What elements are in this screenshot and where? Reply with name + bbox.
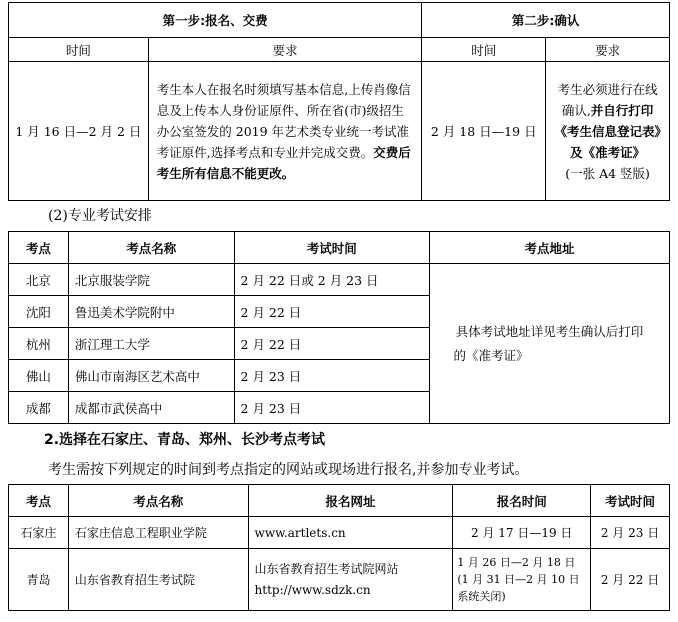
step1-requirement-text: 考生本人在报名时须填写基本信息,上传肖像信息及上传本人身份证原件、所在省(市)级招生办公室签发的 2019 年艺术类专业统一考试准考证原件,选择考点和专业并完成交费。	[156, 81, 411, 160]
section-2-heading: (2)专业考试安排	[48, 208, 152, 224]
table-row-city: 石家庄	[9, 517, 69, 549]
table-row-exam-time: 2 月 23 日	[234, 392, 430, 424]
registration-time-line: (1 月 31 日—2 月 10 日	[457, 573, 580, 586]
table-row-registration-time	[453, 549, 591, 611]
header-exam-time: 考试时间	[591, 485, 670, 517]
header-site-address: 考点地址	[430, 232, 670, 264]
header-exam-site: 考点	[9, 232, 69, 264]
col-header-requirement-2: 要求	[546, 38, 670, 62]
address-note-line2: 的《准考证》	[453, 347, 529, 363]
header-exam-site: 考点	[9, 485, 69, 517]
col-header-time-2: 时间	[422, 38, 546, 62]
table-row-exam-time: 2 月 22 日	[234, 296, 430, 328]
table-row-exam-time: 2 月 22 日	[234, 328, 430, 360]
table-row-city: 成都	[9, 392, 69, 424]
table-row-exam-time: 2 月 23 日	[234, 360, 430, 392]
table-row-site-name: 北京服装学院	[68, 264, 234, 296]
section-3-intro: 考生需按下列规定的时间到考点指定的网站或现场进行报名,并参加专业考试。	[48, 462, 529, 478]
header-exam-time: 考试时间	[234, 232, 430, 264]
step1-time: 1 月 16 日—2 月 2 日	[9, 62, 149, 201]
step1-requirement	[148, 62, 422, 201]
section-3-heading: 2.选择在石家庄、青岛、郑州、长沙考点考试	[44, 432, 326, 448]
header-registration-url: 报名网址	[248, 485, 453, 517]
col-header-requirement: 要求	[148, 38, 422, 62]
table-row-exam-time: 2 月 22 日	[591, 549, 670, 611]
registration-url-link[interactable]: www.artlets.cn	[248, 517, 453, 549]
registration-site-name: 山东省教育招生考试院网站	[254, 561, 399, 576]
table-row-exam-time: 2 月 22 日或 2 月 23 日	[234, 264, 430, 296]
step2-requirement-bold: 并自行打印《考生信息登记表》及《准考证》	[554, 102, 661, 160]
step2-title: 第二步:确认	[422, 3, 670, 38]
registration-url-cell	[248, 549, 453, 611]
table-row-city: 杭州	[9, 328, 69, 360]
step2-requirement	[546, 62, 670, 201]
step2-requirement-note: (一张 A4 竖版)	[565, 165, 650, 181]
registration-url-link[interactable]: http://www.sdzk.cn	[254, 582, 371, 597]
step1-requirement-warning: 交费后考生所有信息不能更改。	[156, 144, 411, 181]
table-row-site-name: 成都市武侯高中	[68, 392, 234, 424]
address-note-line1: 具体考试地址详见考生确认后打印	[455, 323, 644, 339]
table-row-exam-time: 2 月 23 日	[591, 517, 670, 549]
registration-time-line: 系统关闭)	[457, 590, 506, 603]
header-site-name: 考点名称	[68, 232, 234, 264]
table-row-city: 佛山	[9, 360, 69, 392]
header-registration-time: 报名时间	[453, 485, 591, 517]
registration-steps-table	[8, 2, 670, 201]
table-row-registration-time: 2 月 17 日—19 日	[453, 517, 591, 549]
site-address-note	[430, 264, 670, 424]
table-row-site-name: 山东省教育招生考试院	[68, 549, 248, 611]
table-row-site-name: 浙江理工大学	[68, 328, 234, 360]
table-row-city: 北京	[9, 264, 69, 296]
col-header-time: 时间	[9, 38, 149, 62]
table-row-city: 沈阳	[9, 296, 69, 328]
step2-requirement-text: 考生必须进行在线确认,	[557, 81, 658, 118]
table-row-site-name: 石家庄信息工程职业学院	[68, 517, 248, 549]
exam-schedule-table	[8, 231, 670, 424]
registration-sites-table	[8, 484, 670, 611]
header-site-name: 考点名称	[68, 485, 248, 517]
table-row-site-name: 鲁迅美术学院附中	[68, 296, 234, 328]
table-row-site-name: 佛山市南海区艺术高中	[68, 360, 234, 392]
registration-time-line: 1 月 26 日—2 月 18 日	[457, 556, 576, 569]
table-row-city: 青岛	[9, 549, 69, 611]
step1-title: 第一步:报名、交费	[9, 3, 422, 38]
step2-time: 2 月 18 日—19 日	[422, 62, 546, 201]
